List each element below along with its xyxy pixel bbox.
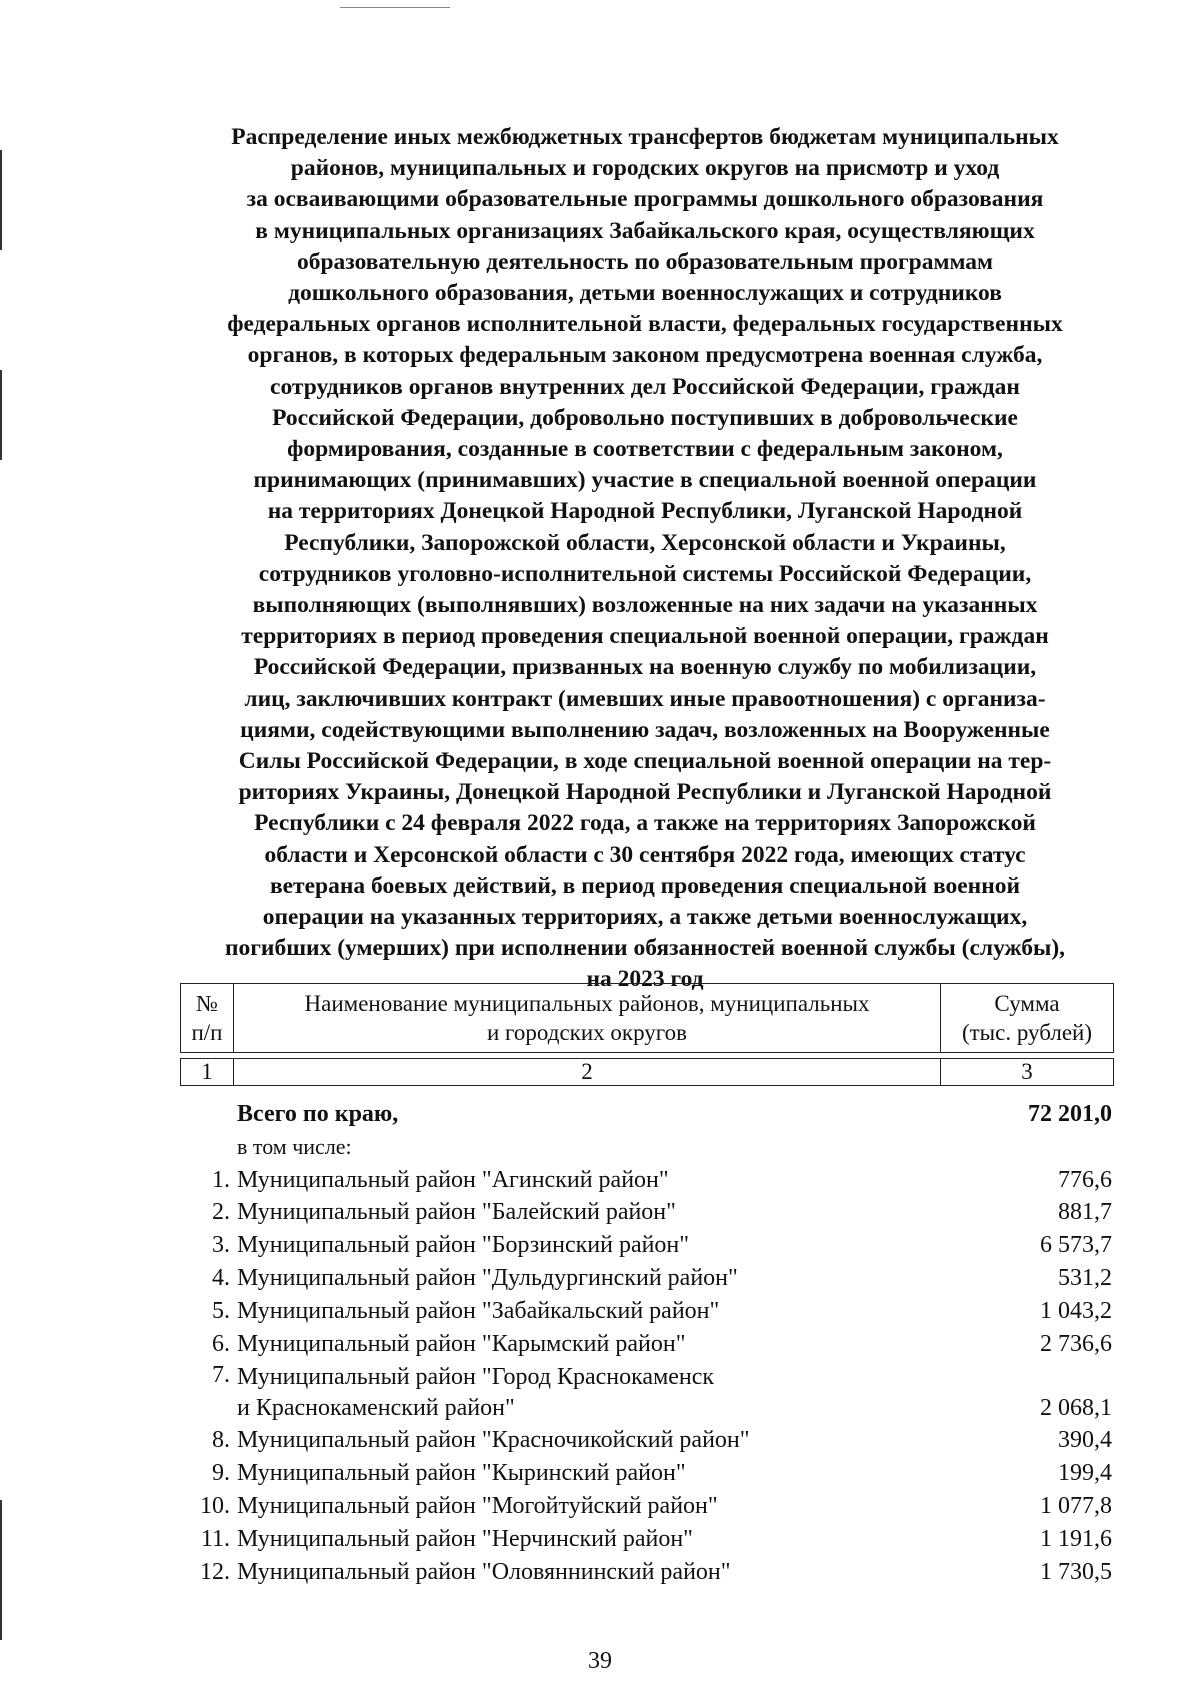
header-number-line2: п/п [191, 1020, 223, 1045]
row-amount: 2 068,1 [1040, 1395, 1112, 1422]
table-row [180, 1295, 1112, 1328]
row-amount: 6 573,7 [1040, 1232, 1112, 1259]
row-amount: 881,7 [1058, 1199, 1112, 1226]
scan-edge-mark [0, 1500, 2, 1640]
title-line: ветерана боевых действий, в период проведения специальной военной [269, 872, 1021, 899]
header-cell-number [181, 984, 234, 1053]
row-number: 7. [212, 1362, 230, 1389]
title-line: операции на указанных территориях, а также детьми военнослужащих, [262, 904, 1028, 931]
total-label: Всего по краю, [237, 1101, 399, 1127]
table-header [180, 983, 1114, 1086]
row-amount: 1 191,6 [1040, 1525, 1112, 1552]
header-number-line1: № [196, 991, 218, 1016]
row-name: Муниципальный район "Оловяннинский район" [237, 1558, 731, 1585]
header-name-line2: и городских округов [487, 1020, 687, 1045]
title-line: области и Херсонской области с 30 сентября 2022 года, имеющих статус [264, 841, 1026, 868]
table-row [180, 1556, 1112, 1589]
row-amount: 199,4 [1058, 1460, 1112, 1487]
column-number-3: 3 [941, 1059, 1114, 1086]
document-title [150, 122, 1140, 996]
table-row [180, 1360, 1112, 1424]
row-name: Муниципальный район "Кыринский район" [237, 1460, 686, 1487]
table-row [180, 1490, 1112, 1523]
title-line: в муниципальных организациях Забайкальского края, осуществляющих [255, 217, 1035, 244]
total-row [180, 1098, 1112, 1131]
row-number: 5. [212, 1297, 230, 1324]
title-line: циями, содействующими выполнению задач, возложенных на Вооруженные [240, 716, 1050, 743]
scan-edge-mark [0, 370, 2, 460]
title-line: сотрудников уголовно-исполнительной системы Российской Федерации, [258, 560, 1032, 587]
title-line: дошкольного образования, детьми военнослужащих и сотрудников [288, 280, 1002, 307]
title-line: районов, муниципальных и городских округов на присмотр и уход [290, 155, 1000, 182]
row-name: Муниципальный район "Дульдургинский район" [237, 1264, 738, 1291]
column-number-2: 2 [234, 1059, 941, 1086]
title-line: формирования, созданные в соответствии с федеральным законом, [287, 436, 1003, 463]
title-line: лиц, заключивших контракт (имевших иные правоотношения) с организа- [244, 685, 1046, 712]
row-name: Муниципальный район "Агинский район" [237, 1166, 669, 1193]
row-name-line: Муниципальный район "Город Краснокаменск [237, 1364, 715, 1391]
row-amount: 390,4 [1058, 1427, 1112, 1454]
row-amount: 531,2 [1058, 1264, 1112, 1291]
including-row [180, 1131, 1112, 1164]
table-row [180, 1229, 1112, 1262]
table-row [180, 1424, 1112, 1457]
page-number: 39 [588, 1648, 612, 1674]
row-number: 4. [212, 1264, 230, 1291]
row-number: 8. [212, 1427, 230, 1454]
row-number: 10. [200, 1492, 230, 1519]
row-name-line: и Краснокаменский район" [237, 1395, 515, 1422]
title-line: на 2023 год [586, 966, 704, 993]
row-number: 1. [212, 1166, 230, 1193]
including-label: в том числе: [237, 1133, 352, 1159]
row-number: 12. [200, 1558, 230, 1585]
row-amount: 1 730,5 [1040, 1558, 1112, 1585]
column-number-1: 1 [181, 1059, 234, 1086]
row-name: Муниципальный район "Могойтуйский район" [237, 1492, 718, 1519]
row-name: Муниципальный район "Красночикойский район" [237, 1427, 750, 1454]
scan-top-line [340, 7, 450, 8]
title-line: образовательную деятельность по образовательным программам [296, 248, 994, 275]
row-number: 2. [212, 1199, 230, 1226]
row-name: Муниципальный район "Забайкальский район" [237, 1297, 720, 1324]
title-line: Силы Российской Федерации, в ходе специальной военной операции на тер- [238, 748, 1052, 775]
title-line: органов, в которых федеральным законом предусмотрена военная служба, [247, 342, 1043, 369]
table-row [180, 1164, 1112, 1197]
table-row [180, 1457, 1112, 1490]
title-line: Республики с 24 февраля 2022 года, а также на территориях Запорожской [254, 810, 1036, 837]
row-amount: 1 077,8 [1040, 1492, 1112, 1519]
table-row [180, 1196, 1112, 1229]
row-amount: 776,6 [1058, 1166, 1112, 1193]
title-line: Распределение иных межбюджетных трансфертов бюджетам муниципальных [231, 124, 1059, 150]
title-line: Российской Федерации, призванных на военную службу по мобилизации, [253, 654, 1037, 681]
table-row [180, 1262, 1112, 1295]
title-line: федеральных органов исполнительной власти, федеральных государственных [227, 311, 1063, 338]
table-row [180, 1523, 1112, 1556]
header-cell-name [234, 984, 941, 1053]
row-name: Муниципальный район "Карымский район" [237, 1330, 686, 1357]
total-value: 72 201,0 [1028, 1101, 1112, 1127]
title-line: за осваивающими образовательные программы дошкольного образования [246, 186, 1044, 213]
header-cell-amount [941, 984, 1114, 1053]
row-name: Муниципальный район "Балейский район" [237, 1199, 676, 1226]
scan-edge-mark [0, 150, 2, 250]
title-line: Российской Федерации, добровольно поступивших в добровольческие [272, 404, 1018, 431]
title-line: погибших (умерших) при исполнении обязанностей военной службы (службы), [224, 935, 1066, 962]
row-amount: 2 736,6 [1040, 1330, 1112, 1357]
row-name: Муниципальный район "Борзинский район" [237, 1232, 690, 1259]
row-name [237, 1362, 942, 1424]
table-body [180, 1098, 1112, 1588]
title-line: территориях в период проведения специальной военной операции, граждан [241, 623, 1049, 650]
title-line: выполняющих (выполнявших) возложенные на них задачи на указанных [252, 592, 1038, 619]
row-number: 6. [212, 1330, 230, 1357]
table-row [180, 1328, 1112, 1361]
title-line: Республики, Запорожской области, Херсонской области и Украины, [284, 529, 1006, 556]
row-number: 11. [200, 1525, 230, 1552]
row-number: 9. [212, 1460, 230, 1487]
title-line: сотрудников органов внутренних дел Российской Федерации, граждан [270, 373, 1020, 400]
row-name: Муниципальный район "Нерчинский район" [237, 1525, 693, 1552]
header-amount-line1: Сумма [994, 991, 1060, 1016]
header-name-line1: Наименование муниципальных районов, муниципальных [304, 991, 870, 1016]
title-line: принимающих (принимавших) участие в специальной военной операции [253, 467, 1037, 494]
row-number: 3. [212, 1232, 230, 1259]
header-amount-line2: (тыс. рублей) [961, 1020, 1093, 1045]
row-amount: 1 043,2 [1040, 1297, 1112, 1324]
title-line: на территориях Донецкой Народной Республики, Луганской Народной [267, 498, 1023, 525]
title-line: риториях Украины, Донецкой Народной Республики и Луганской Народной [238, 779, 1052, 806]
